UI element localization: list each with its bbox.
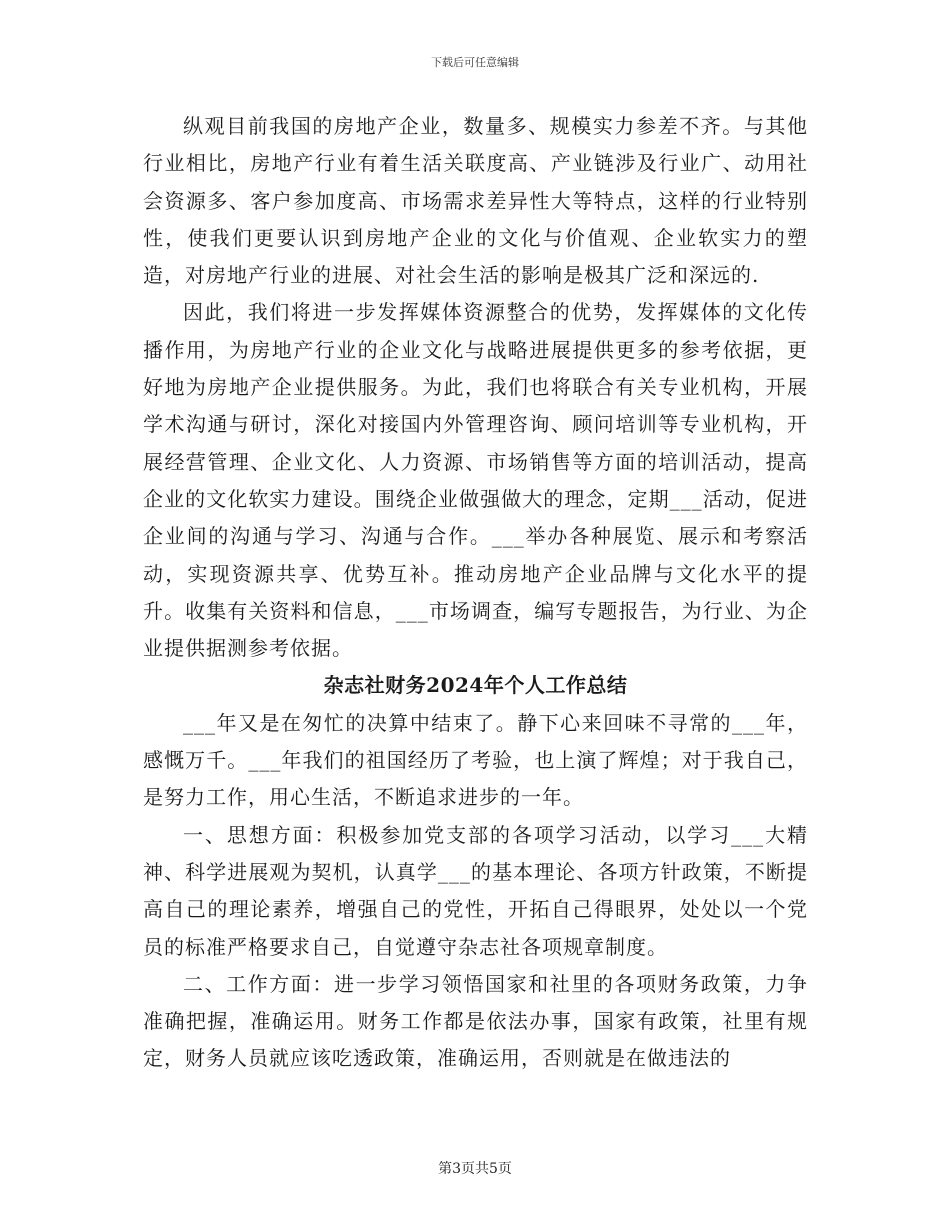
paragraph-ideology: 一、思想方面：积极参加党支部的各项学习活动，以学习___大精神、科学进展观为契机，认真学___的基本理论、各项方针政策，不断提高自己的理论素养，增强自己的党性，开拓自己得眼界，处处以一个党员的标准严格要求自己，自觉遵守杂志社各项规章制度。 [143,822,808,959]
paragraph-media-plan: 因此，我们将进一步发挥媒体资源整合的优势，发挥媒体的文化传播作用，为房地产行业的企业文化与战略进展提供更多的参考依据，更好地为房地产企业提供服务。为此，我们也将联合有关专业机构，开展学术沟通与研讨，深化对接国内外管理咨询、顾问培训等专业机构，开展经营管理、企业文化、人力资源、市场销售等方面的培训活动，提高企业的文化软实力建设。围绕企业做强做大的理念，定期___活动，促进企业间的沟通与学习、沟通与合作。___举办各种展览、展示和考察活动，实现资源共享、优势互补。推动房地产企业品牌与文化水平的提升。收集有关资料和信息，___市场调查，编写专题报告，为行业、为企业提供据测参考依据。 [143,300,808,661]
section-title: 杂志社财务2024年个人工作总结 [323,673,628,698]
paragraph-year-review: ___年又是在匆忙的决算中结束了。静下心来回味不寻常的___年，感慨万千。___年我们的祖国经历了考验，也上演了辉煌；对于我自己，是努力工作，用心生活，不断追求进步的一年。 [143,710,808,810]
document-body [143,108,808,1078]
paragraph-work: 二、工作方面：进一步学习领悟国家和社里的各项财务政策，力争准确把握，准确运用。财务工作都是依法办事，国家有政策，社里有规定，财务人员就应该吃透政策，准确运用，否则就是在做违法的 [143,971,808,1071]
paragraph-industry-overview: 纵观目前我国的房地产企业，数量多、规模实力参差不齐。与其他行业相比，房地产行业有着生活关联度高、产业链涉及行业广、动用社会资源多、客户参加度高、市场需求差异性大等特点，这样的行业特别性，使我们更要认识到房地产企业的文化与价值观、企业软实力的塑造，对房地产行业的进展、对社会生活的影响是极其广泛和深远的. [143,114,808,288]
page-number: 第3页共5页 [438,1161,512,1177]
header-note: 下载后可任意编辑 [431,56,519,69]
